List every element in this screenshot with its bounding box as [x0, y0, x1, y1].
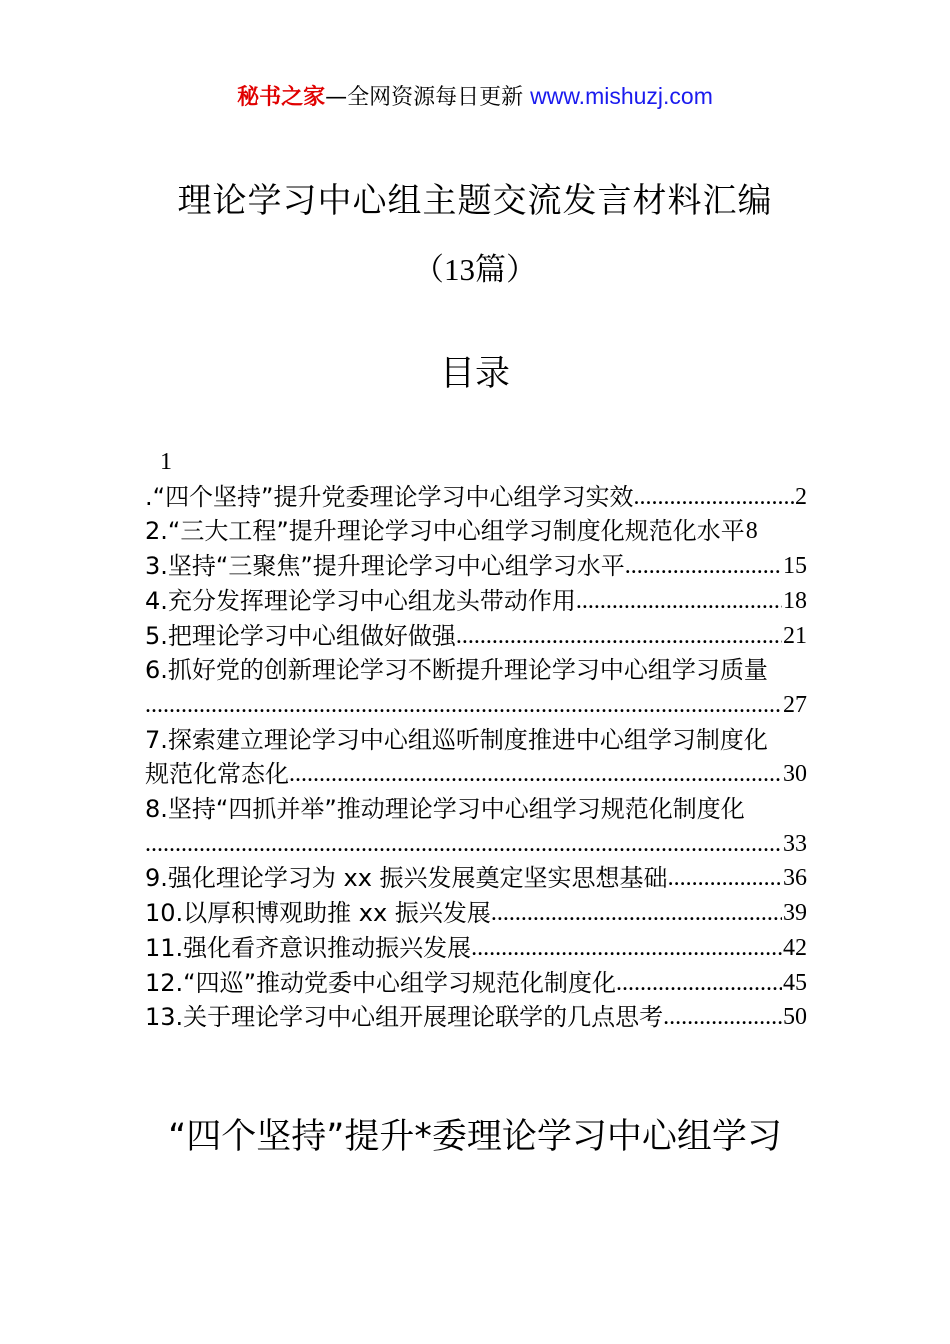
toc-entry-page: 2	[795, 483, 807, 510]
toc-entry-9[interactable]	[145, 861, 807, 896]
toc-entry-title: 3.坚持“三聚焦”提升理论学习中心组学习水平	[145, 552, 625, 581]
toc-entry-title: 6.抓好党的创新理论学习不断提升理论学习中心组学习质量	[145, 656, 768, 685]
toc-entry-page: 45	[783, 969, 807, 996]
toc-entry-page: 50	[783, 1004, 807, 1031]
toc-leader-dots	[663, 1000, 782, 1035]
toc-entry-6[interactable]	[145, 653, 807, 722]
toc-entry-title: 9.强化理论学习为 xx 振兴发展奠定坚实思想基础	[145, 864, 668, 893]
toc-entry-title-line2: 规范化常态化	[145, 760, 289, 789]
site-banner	[0, 80, 950, 114]
toc-leader-dots	[491, 896, 782, 931]
toc-entry-title: 11.强化看齐意识推动振兴发展	[145, 933, 472, 962]
subtitle-count: 13	[444, 252, 475, 287]
toc-entry-title: 10.以厚积博观助推 xx 振兴发展	[145, 899, 491, 928]
toc-leader-dots	[145, 827, 782, 862]
site-tagline: —全网资源每日更新	[325, 85, 524, 110]
toc-entry-1[interactable]	[145, 480, 807, 515]
subtitle-close-paren: ）	[506, 252, 537, 288]
toc-leader-dots	[145, 688, 782, 723]
toc-entry-page: 8	[745, 518, 758, 545]
toc-first-number: 1	[160, 449, 172, 475]
toc-entry-title: 4.充分发挥理论学习中心组龙头带动作用	[145, 586, 576, 615]
toc-entry-12[interactable]	[145, 966, 807, 1001]
toc-leader-dots	[289, 757, 782, 792]
toc-entry-title: 8.坚持“四抓并举”推动理论学习中心组学习规范化制度化	[145, 795, 745, 824]
toc-leader-dots	[634, 480, 795, 515]
toc-entry-11[interactable]	[145, 931, 807, 966]
document-title: 理论学习中心组主题交流发言材料汇编	[177, 181, 773, 221]
toc-entry-8[interactable]	[145, 792, 807, 861]
toc-entry-title: 5.把理论学习中心组做好做强	[145, 621, 456, 650]
toc-entry-page: 15	[783, 553, 807, 580]
toc-entry-2[interactable]	[145, 514, 807, 549]
toc-entry-13[interactable]	[145, 1000, 807, 1035]
toc-leader-dots	[471, 931, 782, 966]
toc-entry-4[interactable]	[145, 584, 807, 619]
toc-entry-10[interactable]	[145, 896, 807, 931]
toc-entry-continuation	[145, 688, 807, 723]
toc-entry-title: 13.关于理论学习中心组开展理论联学的几点思考	[145, 1003, 664, 1032]
toc-entry-page: 18	[783, 587, 807, 614]
document-subtitle	[0, 248, 950, 292]
toc-leader-dots	[456, 619, 782, 654]
toc-leader-dots	[668, 861, 782, 896]
toc-leader-dots	[616, 966, 782, 1001]
toc-entry-title: 12.“四巡”推动党委中心组学习规范化制度化	[145, 968, 617, 997]
site-url-link[interactable]: www.mishuzj.com	[530, 83, 713, 109]
toc-entry-continuation	[145, 757, 807, 792]
toc-entry-page: 39	[783, 900, 807, 927]
toc-heading: 目录	[439, 354, 510, 394]
toc-entry-title-line1: 7.探索建立理论学习中心组巡听制度推进中心组学习制度化	[145, 725, 768, 754]
site-brand: 秘书之家	[237, 85, 326, 110]
table-of-contents	[145, 445, 807, 1035]
toc-entry-page: 30	[783, 761, 807, 788]
toc-entry-7[interactable]	[145, 723, 807, 792]
toc-entry-3[interactable]	[145, 549, 807, 584]
toc-entry-page: 42	[783, 934, 807, 961]
toc-entry-5[interactable]	[145, 619, 807, 654]
subtitle-open-paren: （	[413, 252, 444, 288]
toc-entry-page: 33	[783, 830, 807, 857]
toc-entry-page: 36	[783, 865, 807, 892]
subtitle-unit: 篇	[475, 252, 506, 288]
toc-leader-dots	[576, 584, 782, 619]
toc-entry-continuation	[145, 827, 807, 862]
toc-leader-dots	[625, 549, 782, 584]
toc-entry-title: 2.“三大工程”提升理论学习中心组学习制度化规范化水平	[145, 517, 745, 546]
toc-entry-title: .“四个坚持”提升党委理论学习中心组学习实效	[145, 482, 634, 511]
toc-entry-page: 27	[783, 691, 807, 718]
section-heading: “四个坚持”提升*委理论学习中心组学习	[168, 1117, 782, 1157]
toc-entry-page: 21	[783, 622, 807, 649]
